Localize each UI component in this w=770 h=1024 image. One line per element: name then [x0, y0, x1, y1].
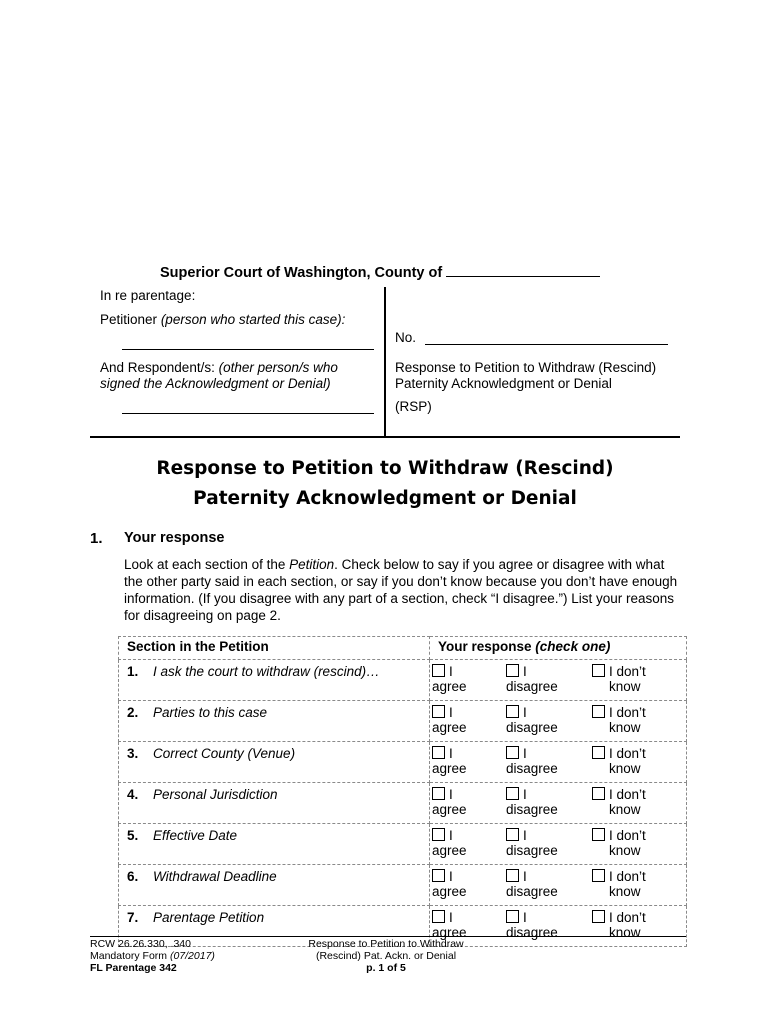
footer-center [286, 938, 486, 974]
row-section-cell [119, 701, 430, 742]
col-response-header [430, 637, 687, 660]
row-section-cell [119, 783, 430, 824]
agree-checkbox[interactable] [432, 828, 445, 841]
footer-center-1: Response to Petition to Withdraw [308, 938, 464, 950]
dont-know-label-bottom: know [609, 884, 641, 899]
footer-mandatory [90, 950, 215, 962]
row-number: 5. [127, 828, 139, 843]
disagree-option[interactable] [506, 869, 558, 899]
table-row [119, 701, 687, 742]
footer-left [90, 938, 215, 974]
respondent-label [100, 360, 338, 392]
agree-checkbox[interactable] [432, 705, 445, 718]
disagree-label-top: I [523, 910, 527, 925]
respondent-text: And Respondent/s: [100, 360, 215, 375]
court-heading [160, 262, 600, 281]
agree-label-bottom: agree [432, 802, 467, 817]
dont-know-checkbox[interactable] [592, 664, 605, 677]
dont-know-option[interactable] [592, 705, 646, 735]
dont-know-option[interactable] [592, 869, 646, 899]
agree-label-bottom: agree [432, 761, 467, 776]
dont-know-label-top: I don’t [609, 869, 646, 884]
disagree-label-bottom: disagree [506, 925, 558, 940]
section-intro [124, 556, 684, 624]
row-label: Withdrawal Deadline [153, 869, 277, 884]
row-number: 1. [127, 664, 139, 679]
agree-label-top: I [449, 746, 453, 761]
dont-know-label-bottom: know [609, 802, 641, 817]
caption-doc-title-1: Response to Petition to Withdraw (Rescind) [395, 360, 657, 375]
dont-know-option[interactable] [592, 664, 646, 694]
disagree-option[interactable] [506, 705, 558, 735]
agree-option[interactable] [432, 828, 467, 858]
response-table [118, 636, 687, 947]
petitioner-text: Petitioner [100, 312, 158, 327]
row-number: 6. [127, 869, 139, 884]
county-field[interactable] [446, 262, 600, 277]
row-number: 7. [127, 910, 139, 925]
agree-checkbox[interactable] [432, 746, 445, 759]
disagree-label-bottom: disagree [506, 802, 558, 817]
disagree-label-bottom: disagree [506, 720, 558, 735]
dont-know-label-bottom: know [609, 843, 641, 858]
row-label: I ask the court to withdraw (rescind)… [153, 664, 380, 679]
agree-label-bottom: agree [432, 843, 467, 858]
agree-option[interactable] [432, 746, 467, 776]
agree-label-bottom: agree [432, 884, 467, 899]
dont-know-label-bottom: know [609, 761, 641, 776]
row-label: Correct County (Venue) [153, 746, 296, 761]
table-row [119, 865, 687, 906]
section-title: Your response [124, 530, 225, 546]
row-response-cell [430, 824, 687, 865]
petitioner-name-field[interactable] [122, 349, 374, 350]
agree-option[interactable] [432, 664, 467, 694]
respondent-note-2: signed the Acknowledgment or Denial) [100, 376, 331, 391]
agree-label-bottom: agree [432, 720, 467, 735]
dont-know-label-top: I don’t [609, 705, 646, 720]
row-section-cell [119, 824, 430, 865]
col-response-note: (check one) [535, 639, 611, 654]
caption-bottom-rule [90, 436, 680, 438]
disagree-label-bottom: disagree [506, 761, 558, 776]
disagree-label-top: I [523, 828, 527, 843]
case-number-field[interactable] [425, 344, 668, 345]
row-number: 4. [127, 787, 139, 802]
dont-know-label-top: I don’t [609, 664, 646, 679]
table-row [119, 660, 687, 701]
caption-divider [384, 287, 386, 436]
disagree-checkbox[interactable] [506, 910, 519, 923]
dont-know-checkbox[interactable] [592, 787, 605, 800]
agree-label-top: I [449, 787, 453, 802]
agree-checkbox[interactable] [432, 869, 445, 882]
dont-know-checkbox[interactable] [592, 869, 605, 882]
table-row [119, 824, 687, 865]
disagree-label-top: I [523, 869, 527, 884]
row-number: 2. [127, 705, 139, 720]
row-response-cell [430, 701, 687, 742]
col-section-header: Section in the Petition [119, 637, 430, 660]
row-label: Parties to this case [153, 705, 268, 720]
dont-know-label-bottom: know [609, 679, 641, 694]
disagree-checkbox[interactable] [506, 705, 519, 718]
court-label: Superior Court of Washington, County of [160, 265, 443, 281]
table-row [119, 742, 687, 783]
disagree-label-top: I [523, 664, 527, 679]
footer-rule [90, 936, 686, 937]
disagree-label-top: I [523, 746, 527, 761]
row-section-cell [119, 865, 430, 906]
dont-know-label-bottom: know [609, 720, 641, 735]
row-label: Parentage Petition [153, 910, 265, 925]
caption-doc-code: (RSP) [395, 399, 432, 414]
disagree-checkbox[interactable] [506, 664, 519, 677]
case-no-label: No. [395, 330, 417, 345]
agree-label-top: I [449, 828, 453, 843]
agree-checkbox[interactable] [432, 910, 445, 923]
row-response-cell [430, 783, 687, 824]
caption-doc-title [395, 360, 656, 392]
agree-option[interactable] [432, 869, 467, 899]
disagree-label-bottom: disagree [506, 679, 558, 694]
respondent-note-1: (other person/s who [218, 360, 338, 375]
disagree-checkbox[interactable] [506, 787, 519, 800]
disagree-option[interactable] [506, 787, 558, 817]
page-title-line-1: Response to Petition to Withdraw (Rescind) [156, 458, 614, 479]
agree-label-bottom: agree [432, 925, 467, 940]
footer-mandatory-label: Mandatory Form [90, 950, 168, 962]
page-title-line-2: Paternity Acknowledgment or Denial [193, 488, 577, 509]
caption-doc-title-2: Paternity Acknowledgment or Denial [395, 376, 612, 391]
dont-know-checkbox[interactable] [592, 910, 605, 923]
disagree-checkbox[interactable] [506, 746, 519, 759]
dont-know-option[interactable] [592, 828, 646, 858]
agree-option[interactable] [432, 787, 467, 817]
row-number: 3. [127, 746, 139, 761]
dont-know-label-top: I don’t [609, 910, 646, 925]
agree-label-top: I [449, 869, 453, 884]
dont-know-option[interactable] [592, 746, 646, 776]
col-response-label: Your response [438, 639, 532, 654]
footer-center-2: (Rescind) Pat. Ackn. or Denial [315, 950, 457, 962]
agree-checkbox[interactable] [432, 664, 445, 677]
in-re-label: In re parentage: [100, 288, 196, 303]
agree-label-bottom: agree [432, 679, 467, 694]
respondent-name-field[interactable] [122, 413, 374, 414]
footer-mandatory-date: (07/2017) [169, 950, 215, 962]
table-header-row [119, 637, 687, 660]
dont-know-label-bottom: know [609, 925, 641, 940]
disagree-label-bottom: disagree [506, 884, 558, 899]
row-section-cell [119, 742, 430, 783]
disagree-checkbox[interactable] [506, 869, 519, 882]
disagree-label-top: I [523, 705, 527, 720]
row-label: Personal Jurisdiction [153, 787, 278, 802]
footer-rcw: RCW 26.26.330, .340 [90, 938, 191, 950]
intro-part-1: Look at each section of the [124, 557, 290, 572]
disagree-checkbox[interactable] [506, 828, 519, 841]
dont-know-checkbox[interactable] [592, 746, 605, 759]
agree-label-top: I [449, 910, 453, 925]
agree-label-top: I [449, 705, 453, 720]
petitioner-label [100, 312, 345, 327]
intro-part-2: . Check below to say if you agree or disagree with what the other party said in each section, or say if you don’t know because you don’t have enough information. (If you disagree with any part of a section, check “I disagree.”) List your reasons for disagreeing on page 2. [124, 557, 678, 623]
row-section-cell [119, 660, 430, 701]
dont-know-checkbox[interactable] [592, 705, 605, 718]
table-row [119, 783, 687, 824]
dont-know-label-top: I don’t [609, 746, 646, 761]
footer-form-id: FL Parentage 342 [90, 962, 177, 974]
dont-know-checkbox[interactable] [592, 828, 605, 841]
row-response-cell [430, 865, 687, 906]
dont-know-label-top: I don’t [609, 828, 646, 843]
disagree-option[interactable] [506, 828, 558, 858]
petitioner-note: (person who started this case): [160, 312, 346, 327]
intro-petition: Petition [289, 557, 335, 572]
section-number: 1. [90, 530, 103, 547]
dont-know-option[interactable] [592, 787, 646, 817]
footer-page: p. 1 of 5 [366, 962, 406, 974]
disagree-label-top: I [523, 787, 527, 802]
disagree-option[interactable] [506, 664, 558, 694]
disagree-label-bottom: disagree [506, 843, 558, 858]
agree-label-top: I [449, 664, 453, 679]
row-response-cell [430, 742, 687, 783]
disagree-option[interactable] [506, 746, 558, 776]
dont-know-label-top: I don’t [609, 787, 646, 802]
agree-option[interactable] [432, 705, 467, 735]
row-response-cell [430, 660, 687, 701]
row-label: Effective Date [153, 828, 238, 843]
agree-checkbox[interactable] [432, 787, 445, 800]
